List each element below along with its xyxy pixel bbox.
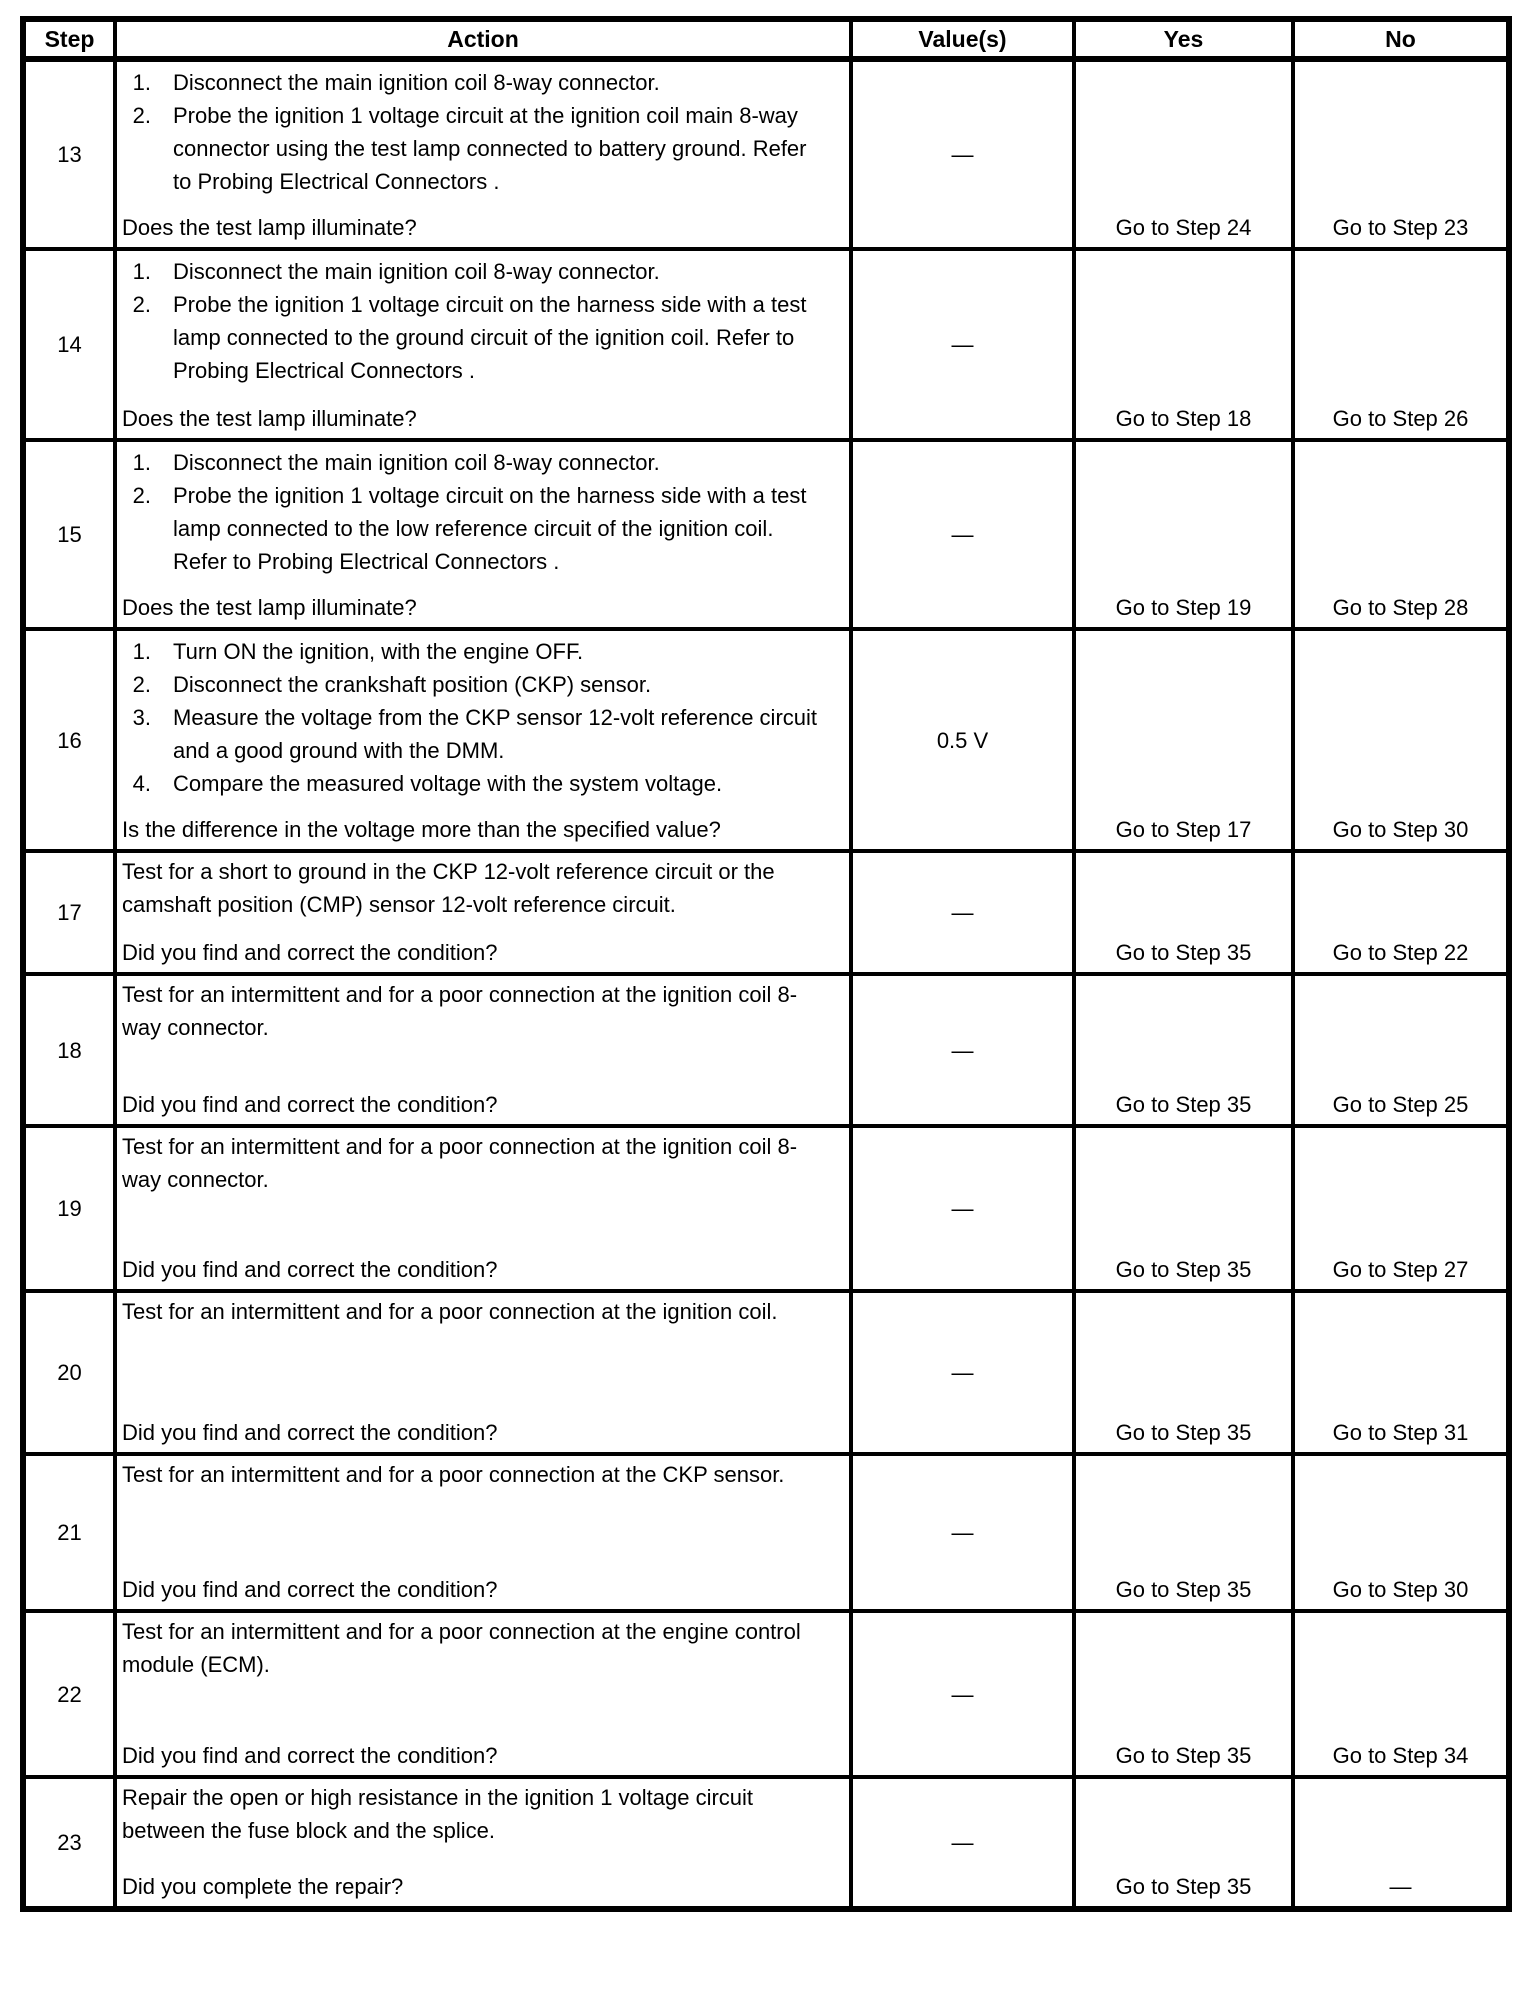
no-cell: [1293, 1611, 1509, 1777]
yes-goto: Go to Step 35: [1115, 1874, 1252, 1899]
action-question: Did you find and correct the condition?: [122, 940, 498, 965]
step-cell: 15: [23, 440, 115, 629]
table-row: [23, 974, 1509, 1126]
value-text: —: [951, 1520, 974, 1545]
yes-goto: Go to Step 24: [1115, 215, 1252, 240]
value-text: —: [951, 1681, 974, 1707]
col-header-yes: Yes: [1074, 19, 1293, 59]
table-row: [23, 1126, 1509, 1291]
action-text: Test for an intermittent and for a poor connection at the ignition coil 8-way connector.: [122, 982, 798, 1040]
action-step-text: Measure the voltage from the CKP sensor 12-volt reference circuit and a good ground with the DMM.: [173, 705, 818, 763]
no-cell: [1293, 1777, 1509, 1909]
value-cell: [851, 1777, 1074, 1909]
col-header-no: No: [1293, 19, 1509, 59]
no-goto: —: [1389, 1874, 1412, 1899]
action-steps-list: [117, 631, 849, 800]
value-text: —: [951, 1360, 974, 1385]
step-cell: 16: [23, 629, 115, 851]
yes-cell: [1074, 1291, 1293, 1454]
action-text: Repair the open or high resistance in the ignition 1 voltage circuit between the fuse block and the splice.: [122, 1785, 754, 1843]
value-text: 0.5 V: [936, 727, 989, 753]
step-cell: 20: [23, 1291, 115, 1454]
action-step-text: Turn ON the ignition, with the engine OFF.: [173, 639, 584, 664]
action-step-item: [117, 668, 819, 701]
yes-cell: [1074, 249, 1293, 440]
diagnostic-table: [20, 16, 1512, 1912]
no-cell: [1293, 59, 1509, 249]
action-step-number: 3.: [132, 705, 151, 730]
value-cell: [851, 440, 1074, 629]
action-question: Did you find and correct the condition?: [122, 1743, 498, 1768]
action-step-number: 2.: [132, 103, 151, 128]
action-step-item: [117, 99, 819, 198]
action-question: Does the test lamp illuminate?: [122, 595, 417, 620]
action-step-number: 1.: [132, 259, 151, 284]
no-cell: [1293, 1126, 1509, 1291]
action-step-text: Probe the ignition 1 voltage circuit on the harness side with a test lamp connected to the ground circuit of the ignition coil. Refer to Probing Electrical Connectors .: [173, 292, 807, 383]
action-step-text: Disconnect the crankshaft position (CKP) sensor.: [173, 672, 652, 697]
no-cell: [1293, 974, 1509, 1126]
action-text: Test for an intermittent and for a poor connection at the ignition coil 8-way connector.: [122, 1134, 798, 1192]
table-row: [23, 1291, 1509, 1454]
header-row: [23, 19, 1509, 59]
yes-cell: [1074, 1454, 1293, 1611]
value-text: —: [951, 900, 974, 925]
no-cell: [1293, 851, 1509, 974]
value-cell: [851, 974, 1074, 1126]
table-row: [23, 629, 1509, 851]
action-text: Test for a short to ground in the CKP 12-volt reference circuit or the camshaft position (CMP) sensor 12-volt reference circuit.: [122, 859, 775, 917]
action-question: Did you find and correct the condition?: [122, 1577, 498, 1602]
step-cell: 21: [23, 1454, 115, 1611]
col-header-action: Action: [115, 19, 851, 59]
value-text: —: [951, 1037, 974, 1063]
action-step-item: [117, 767, 819, 800]
action-step-number: 2.: [132, 292, 151, 317]
action-steps-list: [117, 251, 849, 387]
action-cell: [115, 1126, 851, 1291]
value-cell: [851, 249, 1074, 440]
yes-goto: Go to Step 35: [1115, 1257, 1252, 1282]
value-cell: [851, 1611, 1074, 1777]
action-text: Test for an intermittent and for a poor connection at the engine control module (ECM).: [122, 1619, 801, 1677]
yes-goto: Go to Step 18: [1115, 406, 1252, 431]
step-cell: 19: [23, 1126, 115, 1291]
yes-cell: [1074, 440, 1293, 629]
step-cell: 14: [23, 249, 115, 440]
yes-goto: Go to Step 35: [1115, 1743, 1252, 1768]
yes-cell: [1074, 1126, 1293, 1291]
no-goto: Go to Step 28: [1332, 595, 1469, 620]
step-cell: 17: [23, 851, 115, 974]
no-goto: Go to Step 26: [1332, 406, 1469, 431]
action-step-item: [117, 635, 819, 668]
action-cell: [115, 249, 851, 440]
yes-cell: [1074, 974, 1293, 1126]
step-cell: 18: [23, 974, 115, 1126]
yes-goto: Go to Step 35: [1115, 1420, 1252, 1445]
table-row: [23, 59, 1509, 249]
value-text: —: [951, 1196, 974, 1221]
yes-goto: Go to Step 35: [1115, 1577, 1252, 1602]
action-cell: [115, 1611, 851, 1777]
action-cell: [115, 851, 851, 974]
step-cell: 13: [23, 59, 115, 249]
yes-goto: Go to Step 35: [1115, 940, 1252, 965]
no-goto: Go to Step 34: [1332, 1743, 1469, 1768]
action-question: Did you find and correct the condition?: [122, 1092, 498, 1117]
action-cell: [115, 59, 851, 249]
table-body: [23, 59, 1509, 1909]
table-row: [23, 851, 1509, 974]
action-step-number: 1.: [132, 70, 151, 95]
action-question: Did you find and correct the condition?: [122, 1257, 498, 1282]
no-goto: Go to Step 30: [1332, 817, 1469, 842]
action-steps-list: [117, 442, 849, 578]
no-cell: [1293, 1291, 1509, 1454]
action-cell: [115, 1777, 851, 1909]
value-text: —: [951, 1830, 974, 1855]
step-cell: 23: [23, 1777, 115, 1909]
action-question: Does the test lamp illuminate?: [122, 406, 417, 431]
yes-cell: [1074, 1611, 1293, 1777]
no-goto: Go to Step 22: [1332, 940, 1469, 965]
action-cell: [115, 1291, 851, 1454]
action-step-item: [117, 255, 819, 288]
value-cell: [851, 1126, 1074, 1291]
action-step-number: 4.: [132, 771, 151, 796]
value-cell: [851, 1291, 1074, 1454]
yes-cell: [1074, 629, 1293, 851]
action-step-text: Disconnect the main ignition coil 8-way connector.: [173, 70, 660, 95]
action-step-text: Disconnect the main ignition coil 8-way connector.: [173, 450, 660, 475]
yes-goto: Go to Step 35: [1115, 1092, 1252, 1117]
step-cell: 22: [23, 1611, 115, 1777]
no-cell: [1293, 249, 1509, 440]
action-question: Did you complete the repair?: [122, 1874, 404, 1899]
action-step-number: 2.: [132, 672, 151, 697]
action-cell: [115, 440, 851, 629]
action-step-text: Disconnect the main ignition coil 8-way connector.: [173, 259, 660, 284]
yes-goto: Go to Step 19: [1115, 595, 1252, 620]
action-cell: [115, 1454, 851, 1611]
action-cell: [115, 629, 851, 851]
action-step-number: 1.: [132, 450, 151, 475]
action-step-text: Probe the ignition 1 voltage circuit on the harness side with a test lamp connected to the low reference circuit of the ignition coil. Refer to Probing Electrical Connectors .: [173, 483, 807, 574]
table-row: [23, 1777, 1509, 1909]
action-step-item: [117, 479, 819, 578]
table-row: [23, 1454, 1509, 1611]
value-cell: [851, 851, 1074, 974]
yes-cell: [1074, 851, 1293, 974]
action-question: Did you find and correct the condition?: [122, 1420, 498, 1445]
no-goto: Go to Step 23: [1332, 215, 1469, 240]
table-row: [23, 249, 1509, 440]
table-row: [23, 1611, 1509, 1777]
value-text: —: [951, 142, 974, 167]
action-step-item: [117, 446, 819, 479]
action-step-item: [117, 701, 819, 767]
no-goto: Go to Step 27: [1332, 1257, 1469, 1282]
action-step-number: 2.: [132, 483, 151, 508]
value-text: —: [951, 332, 974, 357]
no-goto: Go to Step 30: [1332, 1577, 1469, 1602]
action-text: Test for an intermittent and for a poor connection at the CKP sensor.: [122, 1462, 785, 1487]
yes-goto: Go to Step 17: [1115, 817, 1252, 842]
action-cell: [115, 974, 851, 1126]
no-cell: [1293, 1454, 1509, 1611]
value-text: —: [951, 522, 974, 547]
action-step-item: [117, 288, 819, 387]
action-question: Does the test lamp illuminate?: [122, 215, 417, 240]
action-step-text: Probe the ignition 1 voltage circuit at the ignition coil main 8-way connector using the test lamp connected to battery ground. Refer to Probing Electrical Connectors .: [173, 103, 807, 194]
action-step-item: [117, 66, 819, 99]
value-cell: [851, 59, 1074, 249]
action-question: Is the difference in the voltage more than the specified value?: [122, 817, 721, 842]
value-cell: [851, 629, 1074, 851]
yes-cell: [1074, 1777, 1293, 1909]
no-cell: [1293, 629, 1509, 851]
col-header-step: Step: [23, 19, 115, 59]
no-goto: Go to Step 25: [1332, 1092, 1469, 1117]
yes-cell: [1074, 59, 1293, 249]
action-steps-list: [117, 62, 849, 198]
col-header-values: Value(s): [851, 19, 1074, 59]
no-cell: [1293, 440, 1509, 629]
no-goto: Go to Step 31: [1332, 1420, 1469, 1445]
value-cell: [851, 1454, 1074, 1611]
action-text: Test for an intermittent and for a poor connection at the ignition coil.: [122, 1299, 778, 1324]
action-step-number: 1.: [132, 639, 151, 664]
action-step-text: Compare the measured voltage with the system voltage.: [173, 771, 723, 796]
table-row: [23, 440, 1509, 629]
